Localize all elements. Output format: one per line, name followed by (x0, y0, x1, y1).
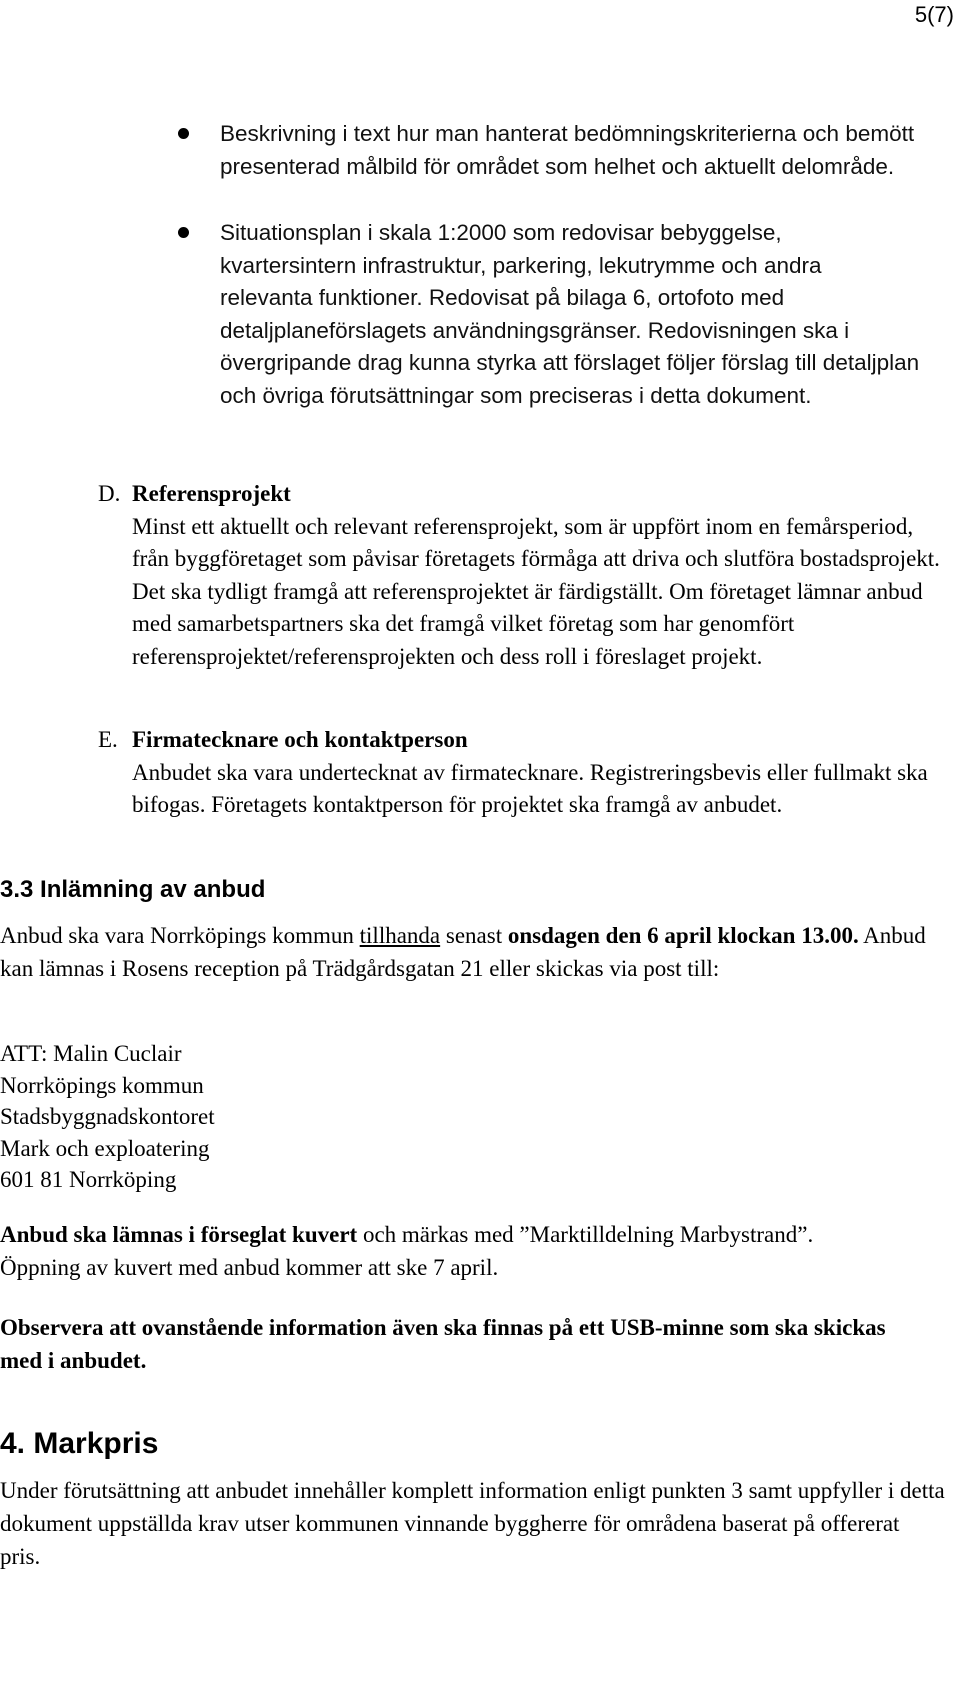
address-line: Stadsbyggnadskontoret (0, 1104, 215, 1129)
submission-underlined: tillhanda (359, 923, 441, 948)
submission-deadline: onsdagen den 6 april klockan 13.00. (507, 923, 859, 948)
section-text: Minst ett aktuellt och relevant referensprojekt, som är uppfört inom en femårsperiod, från byggföretaget som påvisar företagets förmåga att driva och slutföra bostadsprojekt. Det ska tydligt framgå att referensprojektet är färdigställt. Om företaget lämnar anbud med samarbetspartners ska det framgå vilket företag som har genomfört referensprojektet/referensprojekten och dess roll i föreslaget projekt. (132, 513, 940, 669)
submission-paragraph (0, 919, 955, 985)
section-title: Referensprojekt (132, 481, 291, 506)
bullet-icon (178, 128, 189, 139)
section-body (132, 478, 948, 674)
envelope-text: och märkas med ”Marktilldelning Marbystrand”. Öppning av kuvert med anbud kommer att ske 7 april. (0, 1222, 814, 1280)
usb-note: Observera att ovanstående information även ska finnas på ett USB-minne som ska skickas med i anbudet. (0, 1315, 886, 1373)
address-line: ATT: Malin Cuclair (0, 1041, 182, 1066)
submission-text-1: Anbud ska vara Norrköpings kommun (0, 923, 360, 948)
submission-text-2: senast (440, 923, 508, 948)
section-body (132, 724, 948, 822)
envelope-bold: Anbud ska lämnas i förseglat kuvert (0, 1222, 358, 1247)
requirements-bullet-list (0, 118, 960, 412)
address-line: 601 81 Norrköping (0, 1167, 177, 1192)
bullet-icon (178, 227, 189, 238)
section-d-referensprojekt (98, 478, 948, 674)
bullet-text: Situationsplan i skala 1:2000 som redovisar bebyggelse, kvartersintern infrastruktur, parkering, lekutrymme och andra relevanta funktioner. Redovisat på bilaga 6, ortofoto med detaljplaneförslagets användningsgränser. Redovisningen ska i övergripande drag kunna styrka att förslaget följer förslag till detaljplan och övriga förutsättningar som preciseras i detta dokument. (220, 220, 920, 408)
section-e-firmatecknare (98, 724, 948, 822)
address-line: Mark och exploatering (0, 1135, 210, 1161)
envelope-paragraph (0, 1218, 820, 1284)
heading-4: 4. Markpris (0, 1427, 159, 1460)
submission-text-3: Anbud kan lämnas i Rosens reception på Trädgårdsgatan 21 eller skickas via post till: (0, 923, 926, 981)
section-title: Firmatecknare och kontaktperson (132, 727, 468, 752)
section-text: Anbudet ska vara undertecknat av firmatecknare. Registreringsbevis eller fullmakt ska bifogas. Företagets kontaktperson för projektet ska framgå av anbudet. (132, 759, 928, 818)
section-letter: E. (98, 727, 118, 752)
postal-address (0, 1038, 955, 1196)
list-item (0, 118, 960, 183)
markpris-paragraph: Under förutsättning att anbudet innehåller komplett information enligt punkten 3 samt uppfyller i detta dokument uppställda krav utser kommunen vinnande byggherre för områdena baserat på offererat pris. (0, 1478, 945, 1569)
bullet-text: Beskrivning i text hur man hanterat bedömningskriterierna och bemött presenterad målbild för området som helhet och aktuellt delområde. (220, 121, 915, 179)
list-item (0, 217, 960, 412)
page-number: 5(7) (914, 2, 954, 27)
address-line: Norrköpings kommun (0, 1072, 204, 1098)
section-letter: D. (98, 481, 121, 506)
heading-3-3: 3.3 Inlämning av anbud (0, 876, 266, 903)
